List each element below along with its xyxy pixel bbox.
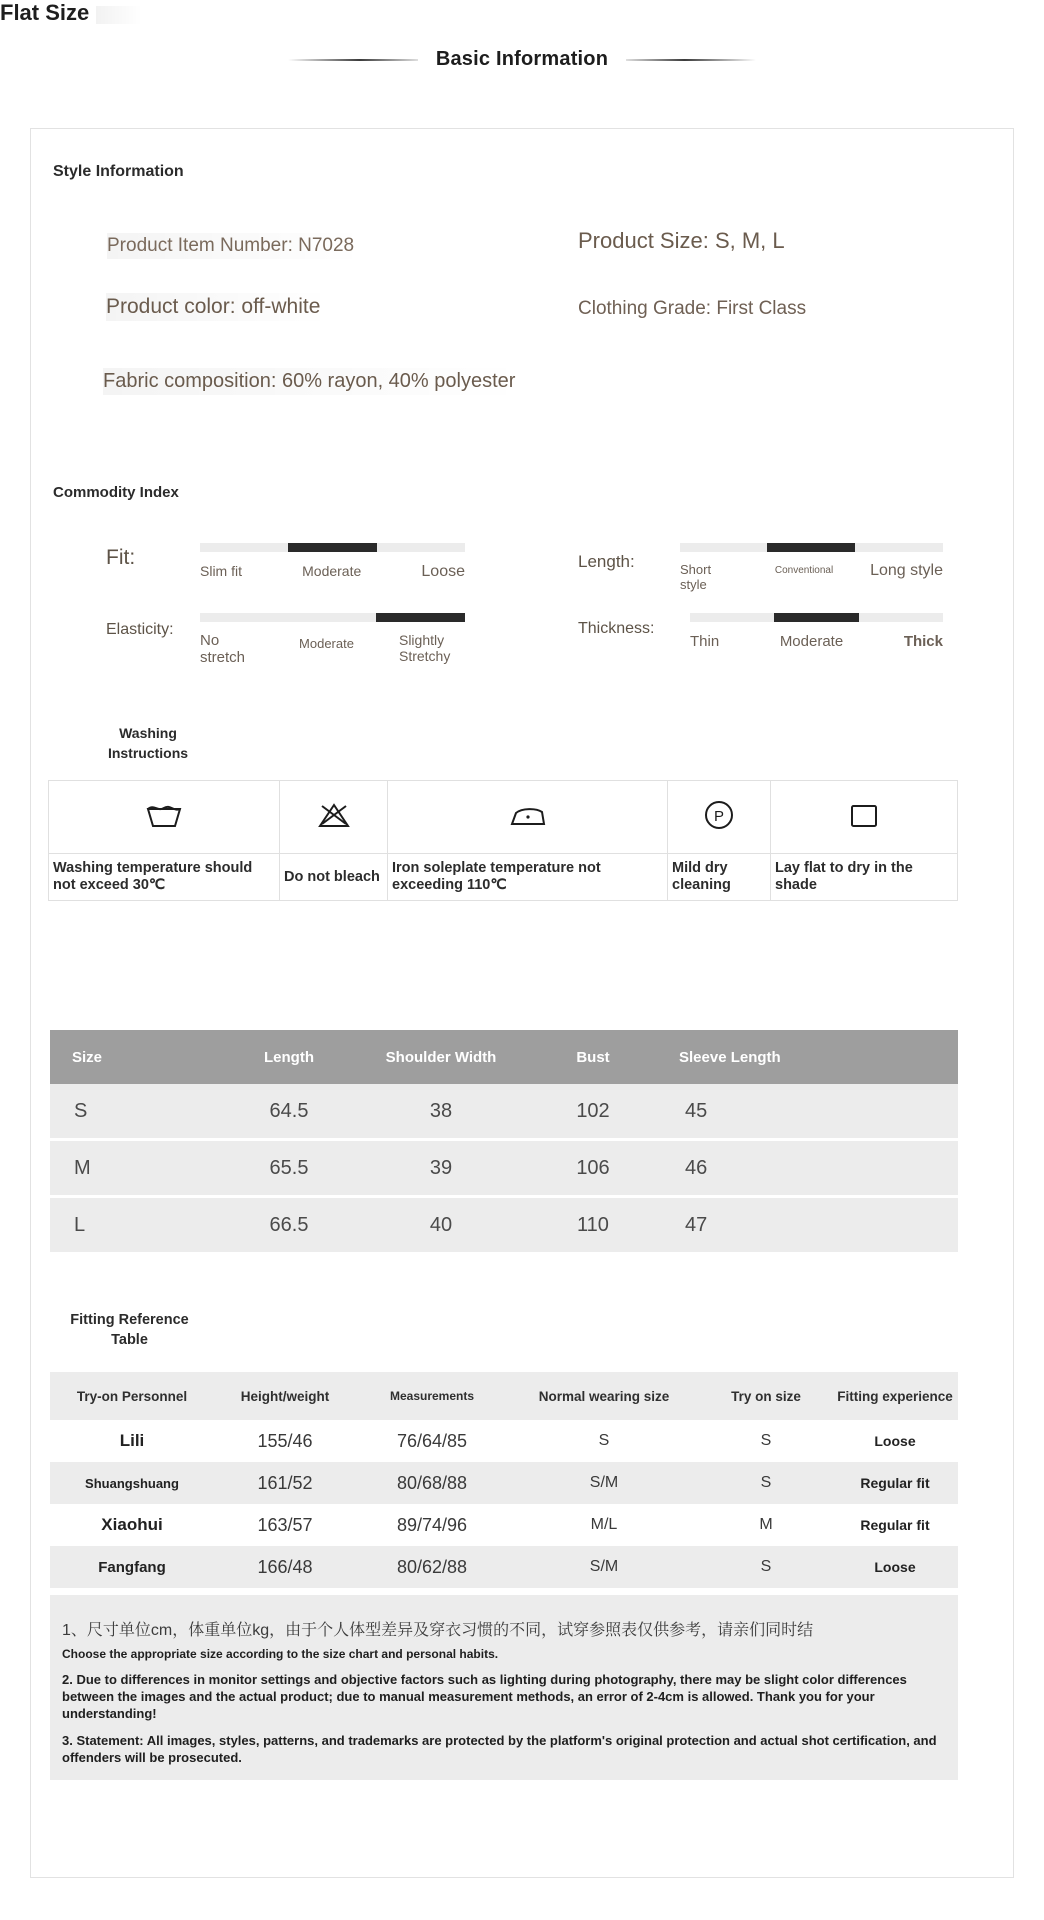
flat-size-r1-c3: 106 [517,1140,669,1197]
fitting-r3-c4: S [700,1546,832,1588]
flat-dry-icon [847,800,881,830]
index-elasticity-bar-fill [376,613,465,622]
flat-size-r2-c1: 66.5 [213,1197,365,1254]
fitting-r1-c0: Shuangshuang [50,1462,214,1504]
fitting-r0-c3: S [598,1432,610,1449]
fitting-r1-c4: S [700,1462,832,1504]
index-fit-tick-1: Moderate [302,563,362,579]
flat-size-r2-c0: L [50,1197,213,1254]
index-length-tick-1: Conventional [774,565,834,576]
wash-text-cell-4: Lay flat to dry in the shade [771,854,958,901]
index-elasticity-tick-0: No stretch [200,632,246,666]
flat-size-col-4: Sleeve Length [669,1030,958,1084]
fitting-r3-c2: 80/62/88 [356,1546,508,1588]
washing-icon-row [49,781,958,854]
flat-size-heading: Flat Size [0,0,1044,26]
index-elasticity-ticks [200,632,465,666]
fitting-header-row [50,1372,958,1420]
table-row [50,1504,958,1546]
flat-size-r2-c3: 110 [517,1197,669,1254]
index-fit-bar-fill [288,543,377,552]
flat-size-r0-c2: 38 [365,1084,517,1140]
index-length-label: Length: [578,552,635,571]
index-length-ticks [680,562,943,592]
fitting-r2-c5: Regular fit [860,1517,930,1533]
svg-text:P: P [713,807,725,825]
fitting-reference-heading: Fitting Reference Table [70,1312,189,1348]
flat-size-r0-c4: 45 [669,1084,958,1140]
index-elasticity-tick-1: Moderate [299,636,354,651]
flat-size-col-0: Size [50,1030,213,1084]
note-line-2: 2. Due to differences in monitor settings and objective factors such as lighting during photography, there may be slight color differences between the images and the actual product; due to manual measurement methods, an error of 2-4cm is allowed. Thank you for your understanding! [62,1672,907,1721]
index-thickness-tick-0: Thin [690,633,720,650]
fitting-r3-c3: S/M [508,1546,700,1588]
clothing-grade: Clothing Grade: First Class [578,298,807,319]
wash-icon-cell-0 [49,781,280,854]
wash-icon-cell-4 [771,781,958,854]
fitting-col-2: Measurements [356,1372,508,1420]
table-row [50,1420,958,1462]
fitting-r0-c1: 155/46 [257,1430,313,1451]
commodity-index-heading: Commodity Index [53,484,179,501]
fitting-r3-c0: Fangfang [50,1546,214,1588]
product-item-number: Product Item Number: N7028 [107,233,364,259]
table-row [50,1084,958,1140]
index-thickness-ticks [690,633,943,650]
notes-block [50,1595,958,1780]
wash-icon-cell-3 [668,781,771,854]
fitting-r2-c2: 89/74/96 [396,1514,468,1535]
dry-clean-p-icon [702,798,736,832]
page-title: Basic Information [435,48,609,70]
fitting-r3-c1: 166/48 [214,1546,356,1588]
flat-size-col-3: Bust [517,1030,669,1084]
flat-size-r0-c1: 64.5 [213,1084,365,1140]
flat-size-r0-c0: S [50,1084,213,1140]
index-thickness-bar-fill [774,613,859,622]
fitting-col-5: Fitting experience [832,1372,958,1420]
fitting-col-3: Normal wearing size [508,1372,700,1420]
flat-size-r0-c3: 102 [517,1084,669,1140]
index-elasticity-bar [200,613,465,622]
header-rule-left [288,59,418,61]
table-row [50,1462,958,1504]
table-row [50,1140,958,1197]
wash-icon-cell-2 [388,781,668,854]
note-line-1-sub: Choose the appropriate size according to the size chart and personal habits. [62,1647,499,1661]
index-fit-tick-0: Slim fit [200,563,242,579]
index-length-tick-2: Long style [870,562,943,579]
wash-text-cell-3: Mild dry cleaning [668,854,771,901]
flat-size-col-2: Shoulder Width [365,1030,517,1084]
index-thickness-tick-2: Thick [903,633,943,650]
fitting-col-1: Height/weight [214,1372,356,1420]
wash-tub-icon [144,800,184,830]
index-fit-label: Fit: [106,546,136,569]
fitting-r2-c0: Xiaohui [101,1515,163,1534]
flat-size-r2-c2: 40 [365,1197,517,1254]
header-rule-right [626,59,756,61]
index-thickness-label: Thickness: [578,620,655,637]
wash-text-cell-2: Iron soleplate temperature not exceeding 110℃ [388,854,668,901]
fitting-r1-c1: 161/52 [214,1462,356,1504]
washing-instructions-heading: Washing Instructions [107,725,189,761]
flat-size-col-1: Length [213,1030,365,1084]
fitting-col-4: Try on size [700,1372,832,1420]
index-thickness-tick-1: Moderate [779,633,844,650]
wash-icon-cell-1 [280,781,388,854]
index-elasticity-tick-2: Slightly Stretchy [398,632,451,664]
page-header [0,48,1044,71]
style-information-heading: Style Information [53,163,184,180]
fitting-r3-c5: Loose [832,1546,958,1588]
washing-instructions-table [48,780,958,901]
fitting-r1-c2: 80/68/88 [356,1462,508,1504]
washing-text-row [49,854,958,901]
fitting-reference-table [50,1372,958,1588]
flat-size-r1-c0: M [50,1140,213,1197]
flat-size-r1-c4: 46 [669,1140,958,1197]
flat-size-r1-c2: 39 [365,1140,517,1197]
flat-size-table [50,1030,958,1255]
flat-size-header-row [50,1030,958,1084]
iron-icon [506,800,550,830]
fitting-r2-c4: M [759,1516,773,1533]
product-size: Product Size: S, M, L [578,228,785,253]
fitting-r2-c3: M/L [590,1516,618,1533]
note-line-1: 1、尺寸单位cm，体重单位kg，由于个人体型差异及穿衣习惯的不同，试穿参照表仅供参考，请亲们同时结 [62,1622,814,1639]
index-length-bar [680,543,943,552]
fitting-r2-c1: 163/57 [257,1514,313,1535]
index-length-bar-fill [767,543,855,552]
note-line-3: 3. Statement: All images, styles, patterns, and trademarks are protected by the platform's original protection and actual shot certification, and offenders will be prosecuted. [62,1733,937,1765]
fitting-r0-c5: Loose [874,1433,916,1449]
index-length-tick-0: Short style [680,562,712,592]
product-color: Product color: off-white [106,293,330,321]
fitting-r0-c2: 76/64/85 [396,1430,468,1451]
flat-size-r1-c1: 65.5 [213,1140,365,1197]
table-row [50,1546,958,1588]
index-thickness-bar [690,613,943,622]
index-fit-tick-2: Loose [421,563,465,580]
fitting-col-0: Try-on Personnel [50,1372,214,1420]
fitting-r0-c0: Lili [119,1431,145,1450]
index-elasticity-label: Elasticity: [106,621,174,638]
fitting-r1-c5: Regular fit [832,1462,958,1504]
no-bleach-triangle-icon [314,800,354,830]
index-fit-bar [200,543,465,552]
fabric-composition: Fabric composition: 60% rayon, 40% polyester [103,368,525,395]
index-fit-ticks [200,563,465,581]
table-row [50,1197,958,1254]
fitting-r0-c4: S [760,1432,772,1449]
wash-text-cell-0: Washing temperature should not exceed 30℃ [49,854,280,901]
fitting-r1-c3: S/M [508,1462,700,1504]
flat-size-r2-c4: 47 [669,1197,958,1254]
wash-text-cell-1: Do not bleach [280,854,388,901]
